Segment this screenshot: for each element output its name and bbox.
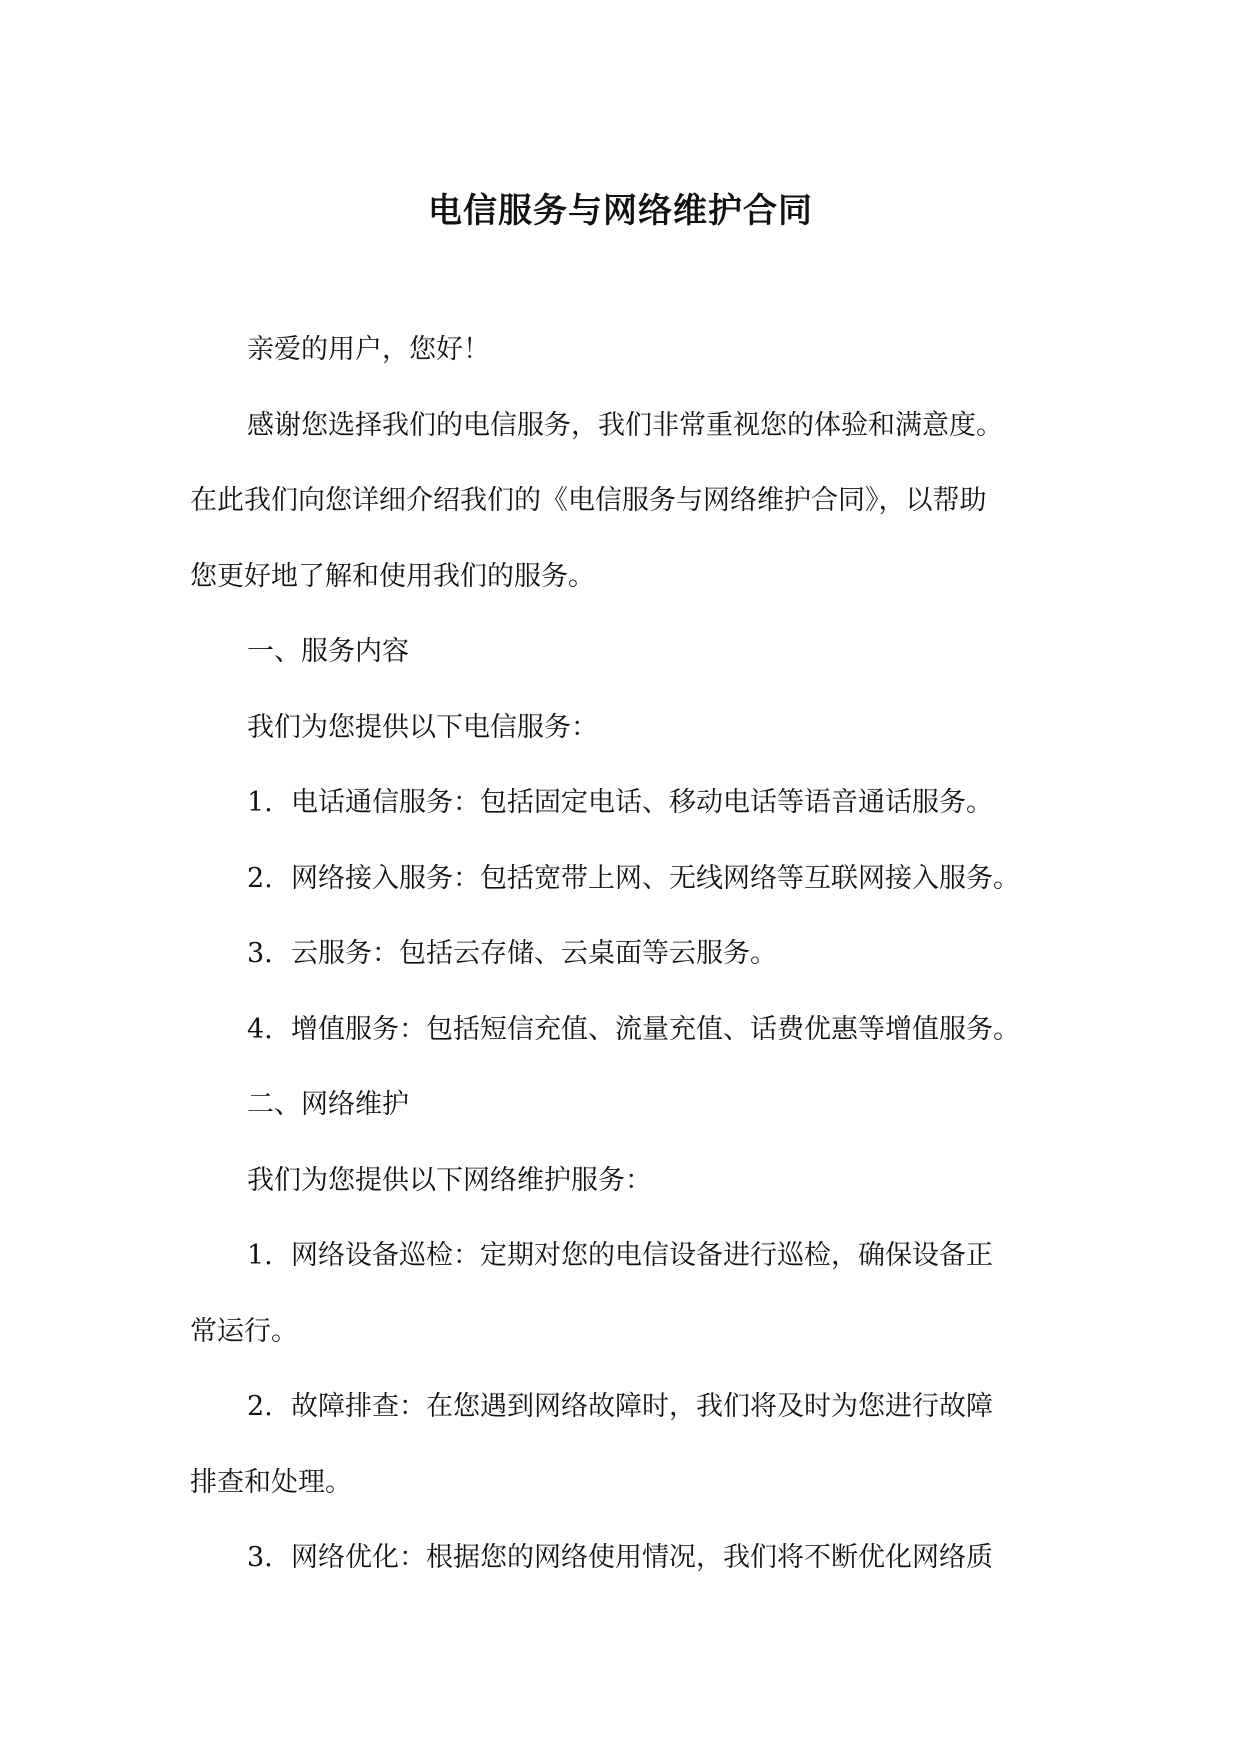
item-text: 增值服务：包括短信充值、流量充值、话费优惠等增值服务。: [291, 1013, 1020, 1045]
intro-line-1: 感谢您选择我们的电信服务，我们非常重视您的体验和满意度。: [247, 409, 1003, 441]
section-1-item-2: [190, 841, 1070, 917]
item-text: 故障排查：在您遇到网络故障时，我们将及时为您进行故障: [291, 1391, 993, 1422]
intro-line-2: 在此我们向您详细介绍我们的《电信服务与网络维护合同》，以帮助: [190, 485, 987, 516]
item-number: 3.: [247, 938, 273, 969]
item-text: 网络优化：根据您的网络使用情况，我们将不断优化网络质: [291, 1542, 993, 1573]
section-1-lead: 我们为您提供以下电信服务：: [247, 711, 598, 743]
item-number: 1.: [247, 1240, 273, 1271]
section-2-item-1: [190, 1218, 1070, 1294]
item-text: 网络设备巡检：定期对您的电信设备进行巡检，确保设备正: [291, 1240, 993, 1271]
section-2-item-3: [190, 1520, 1070, 1596]
item-number: 2.: [247, 862, 273, 894]
section-2-item-2-continued: 排查和处理。: [190, 1466, 352, 1498]
item-text: 网络接入服务：包括宽带上网、无线网络等互联网接入服务。: [291, 862, 1020, 894]
section-1-item-3: [190, 916, 1070, 992]
item-number: 1.: [247, 787, 273, 818]
section-2-item-2: [190, 1369, 1070, 1445]
document-title: 电信服务与网络维护合同: [428, 191, 813, 231]
item-number: 2.: [247, 1391, 273, 1422]
greeting: 亲爱的用户，您好！: [247, 334, 490, 365]
intro-line-3: 您更好地了解和使用我们的服务。: [190, 560, 595, 592]
section-1-item-4: [190, 992, 1070, 1068]
section-2-title: 二、网络维护: [247, 1089, 409, 1120]
section-1-title: 一、服务内容: [247, 636, 409, 667]
section-2-item-1-continued: 常运行。: [190, 1315, 298, 1347]
section-1-item-1: [190, 765, 1070, 841]
section-2-lead: 我们为您提供以下网络维护服务：: [247, 1164, 652, 1196]
item-text: 云服务：包括云存储、云桌面等云服务。: [291, 938, 777, 969]
item-number: 3.: [247, 1542, 273, 1573]
document-body: [190, 312, 1070, 1596]
item-number: 4.: [247, 1013, 273, 1045]
item-text: 电话通信服务：包括固定电话、移动电话等语音通话服务。: [291, 787, 993, 818]
